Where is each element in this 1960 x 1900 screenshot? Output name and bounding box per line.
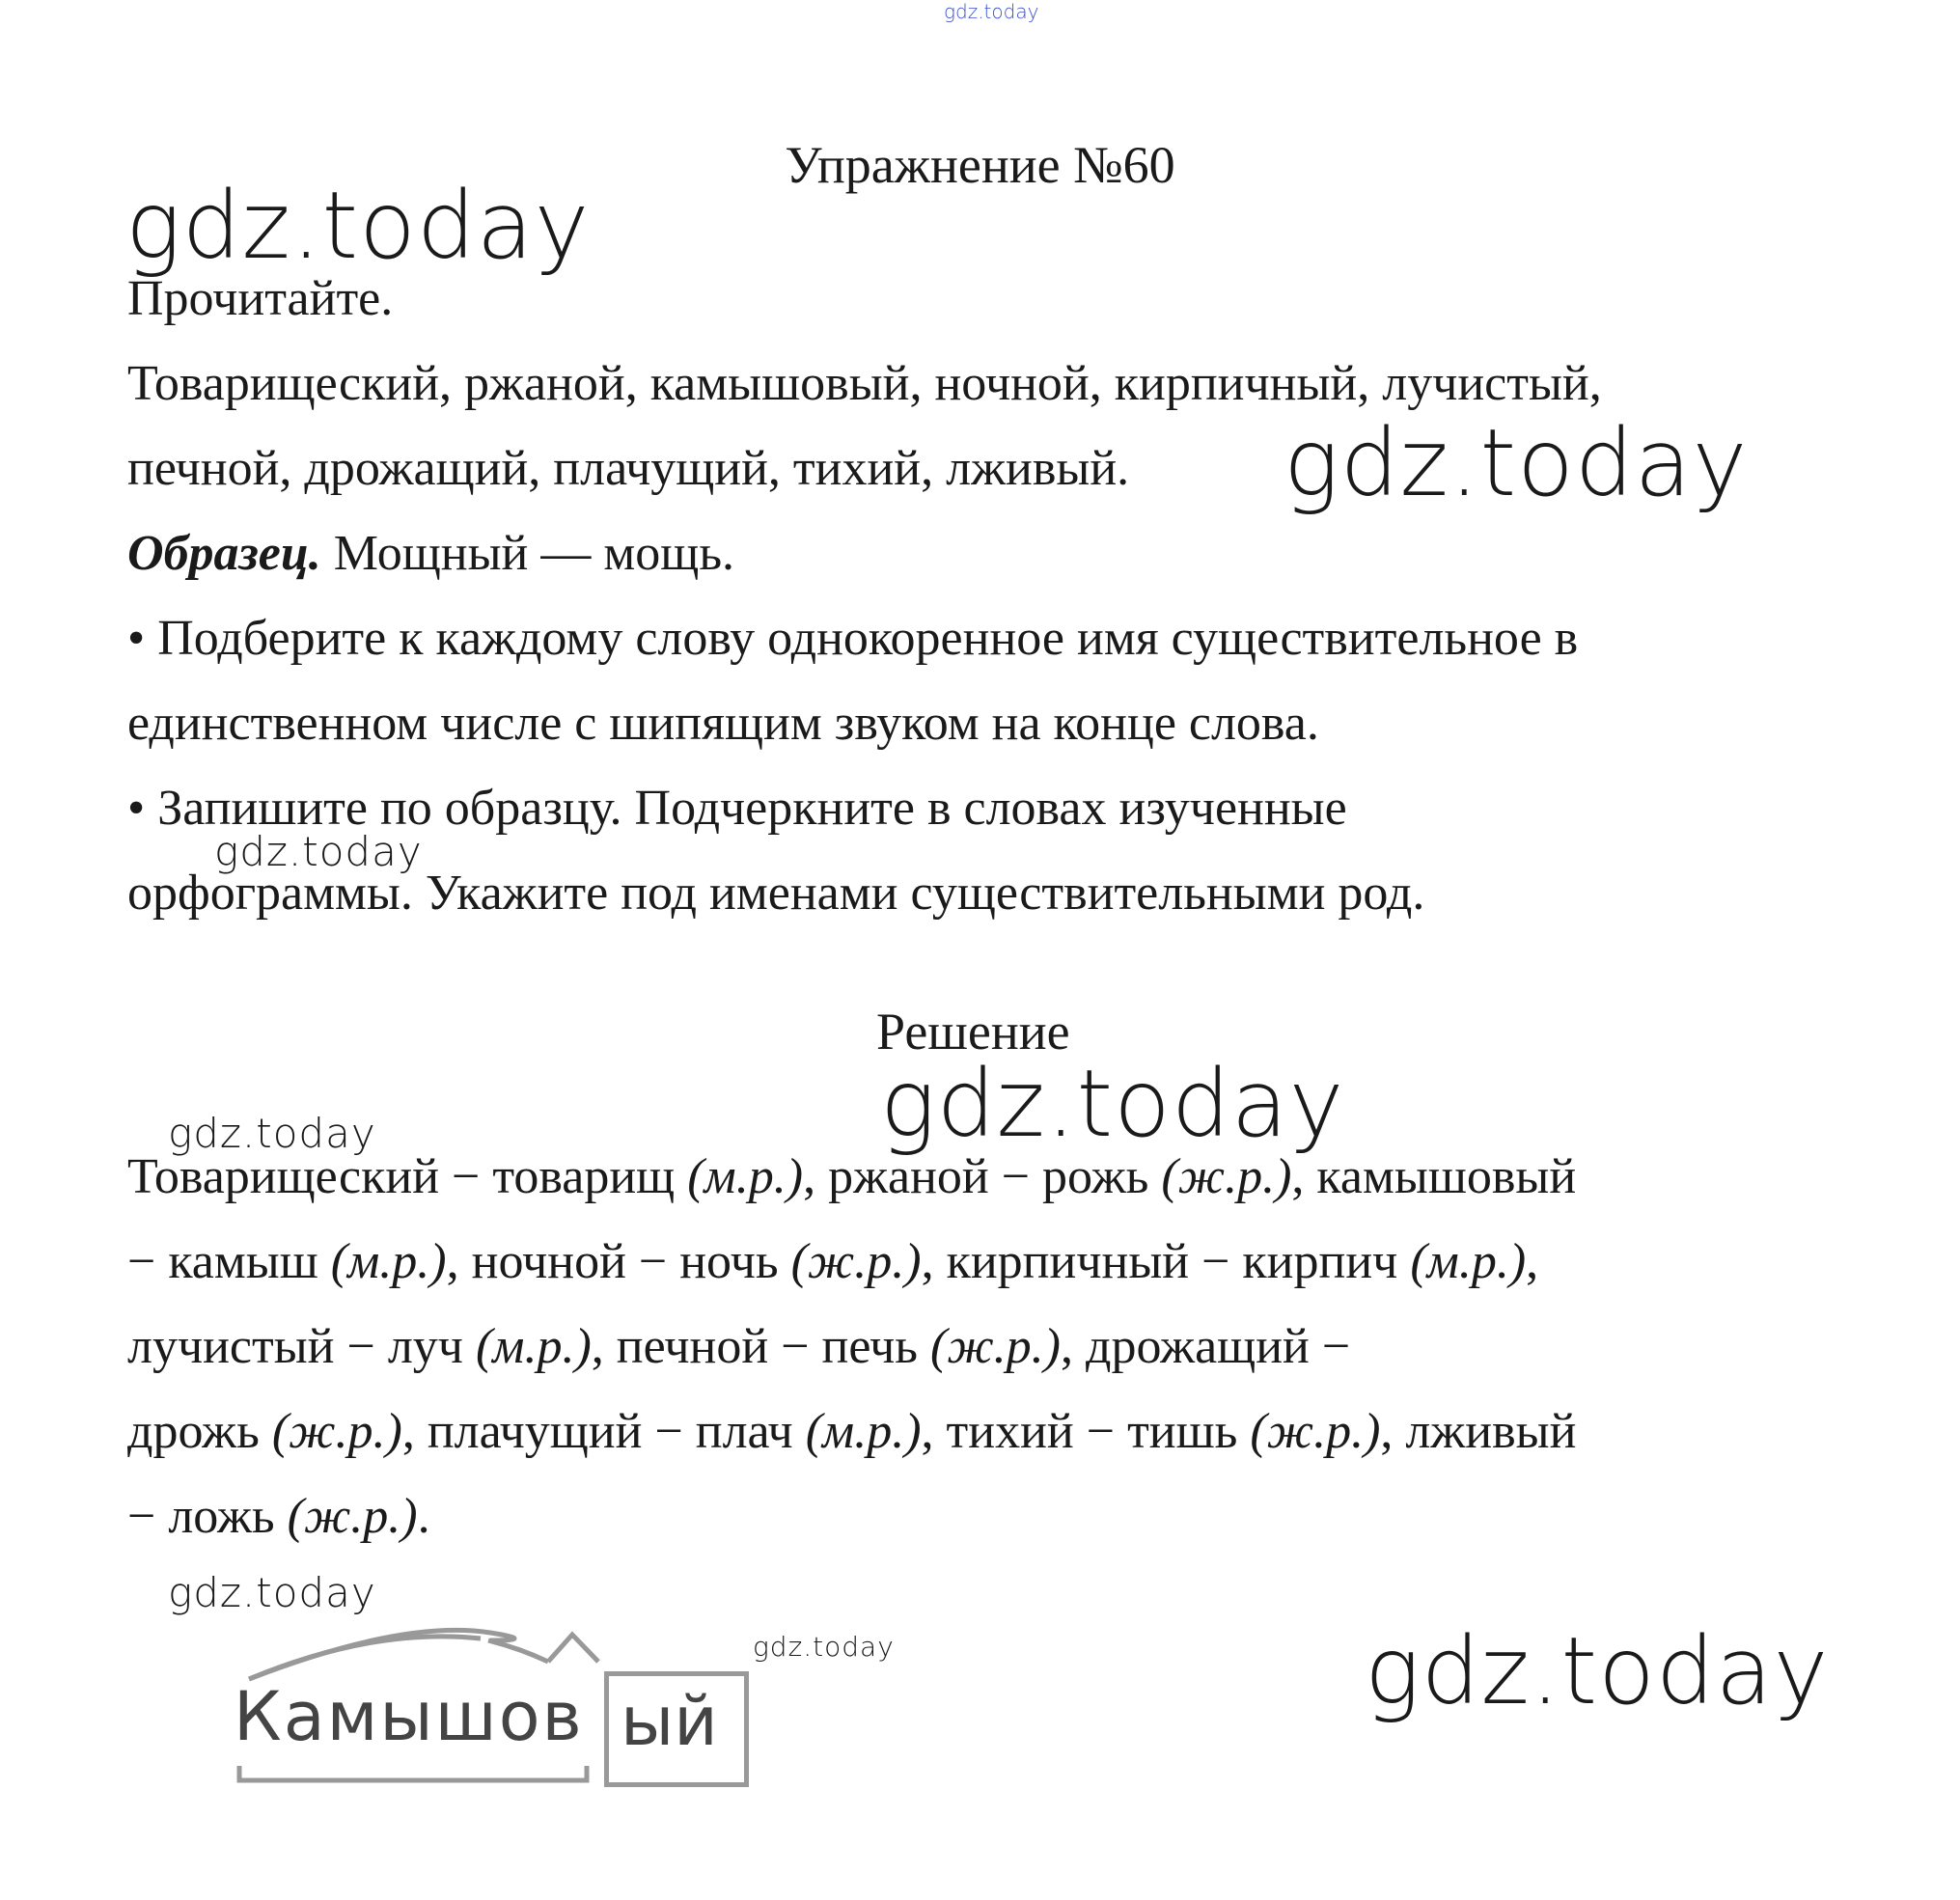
task-bullet1-line2: единственном числе с шипящим звуком на конце слова. <box>127 696 1319 751</box>
word-structure-scheme <box>230 1621 770 1795</box>
watermark-small: gdz.today <box>753 1631 895 1663</box>
solution-line3: лучистый − луч (м.р.), печной − печь (ж.р.), дрожащий − <box>127 1319 1351 1374</box>
task-words-line2: печной, дрожащий, плачущий, тихий, лживый. <box>127 441 1130 496</box>
task-read: Прочитайте. <box>127 271 394 326</box>
task-words-line1: Товарищеский, ржаной, камышовый, ночной, кирпичный, лучистый, <box>127 356 1602 411</box>
solution-title: Решение <box>876 1003 1070 1060</box>
solution-line2: − камыш (м.р.), ночной − ночь (ж.р.), кирпичный − кирпич (м.р.), <box>127 1234 1539 1289</box>
solution-line4: дрожь (ж.р.), плачущий − плач (м.р.), тихий − тишь (ж.р.), лживый <box>127 1404 1577 1459</box>
suffix-mark <box>548 1635 598 1662</box>
page-title: Упражнение №60 <box>785 136 1175 194</box>
watermark-medium: gdz.today <box>214 828 423 875</box>
watermark-large: gdz.today <box>880 1050 1345 1158</box>
watermark-top: gdz.today <box>944 0 1039 23</box>
scheme-stem: Камышов <box>234 1677 584 1756</box>
solution-line5: − ложь (ж.р.). <box>127 1489 430 1544</box>
sample-text: Мощный — мощь. <box>320 526 735 581</box>
watermark-medium: gdz.today <box>168 1110 376 1157</box>
watermark-large: gdz.today <box>1284 409 1749 517</box>
sample-label: Образец. <box>127 526 321 581</box>
task-bullet2-line1: • Запишите по образцу. Подчеркните в словах изученные <box>127 781 1347 836</box>
task-sample <box>127 525 734 582</box>
scheme-ending: ый <box>621 1682 718 1761</box>
watermark-large: gdz.today <box>1365 1617 1830 1725</box>
scheme-ending-box <box>604 1671 749 1787</box>
task-bullet1-line1: • Подберите к каждому слову однокоренное имя существительное в <box>127 611 1579 666</box>
watermark-medium: gdz.today <box>168 1569 376 1616</box>
solution-line1: Товарищеский − товарищ (м.р.), ржаной − рожь (ж.р.), камышовый <box>127 1149 1577 1204</box>
stem-underline <box>239 1766 587 1780</box>
task-bullet2-line2: орфограммы. Укажите под именами существительными род. <box>127 866 1425 921</box>
watermark-large: gdz.today <box>125 172 591 280</box>
